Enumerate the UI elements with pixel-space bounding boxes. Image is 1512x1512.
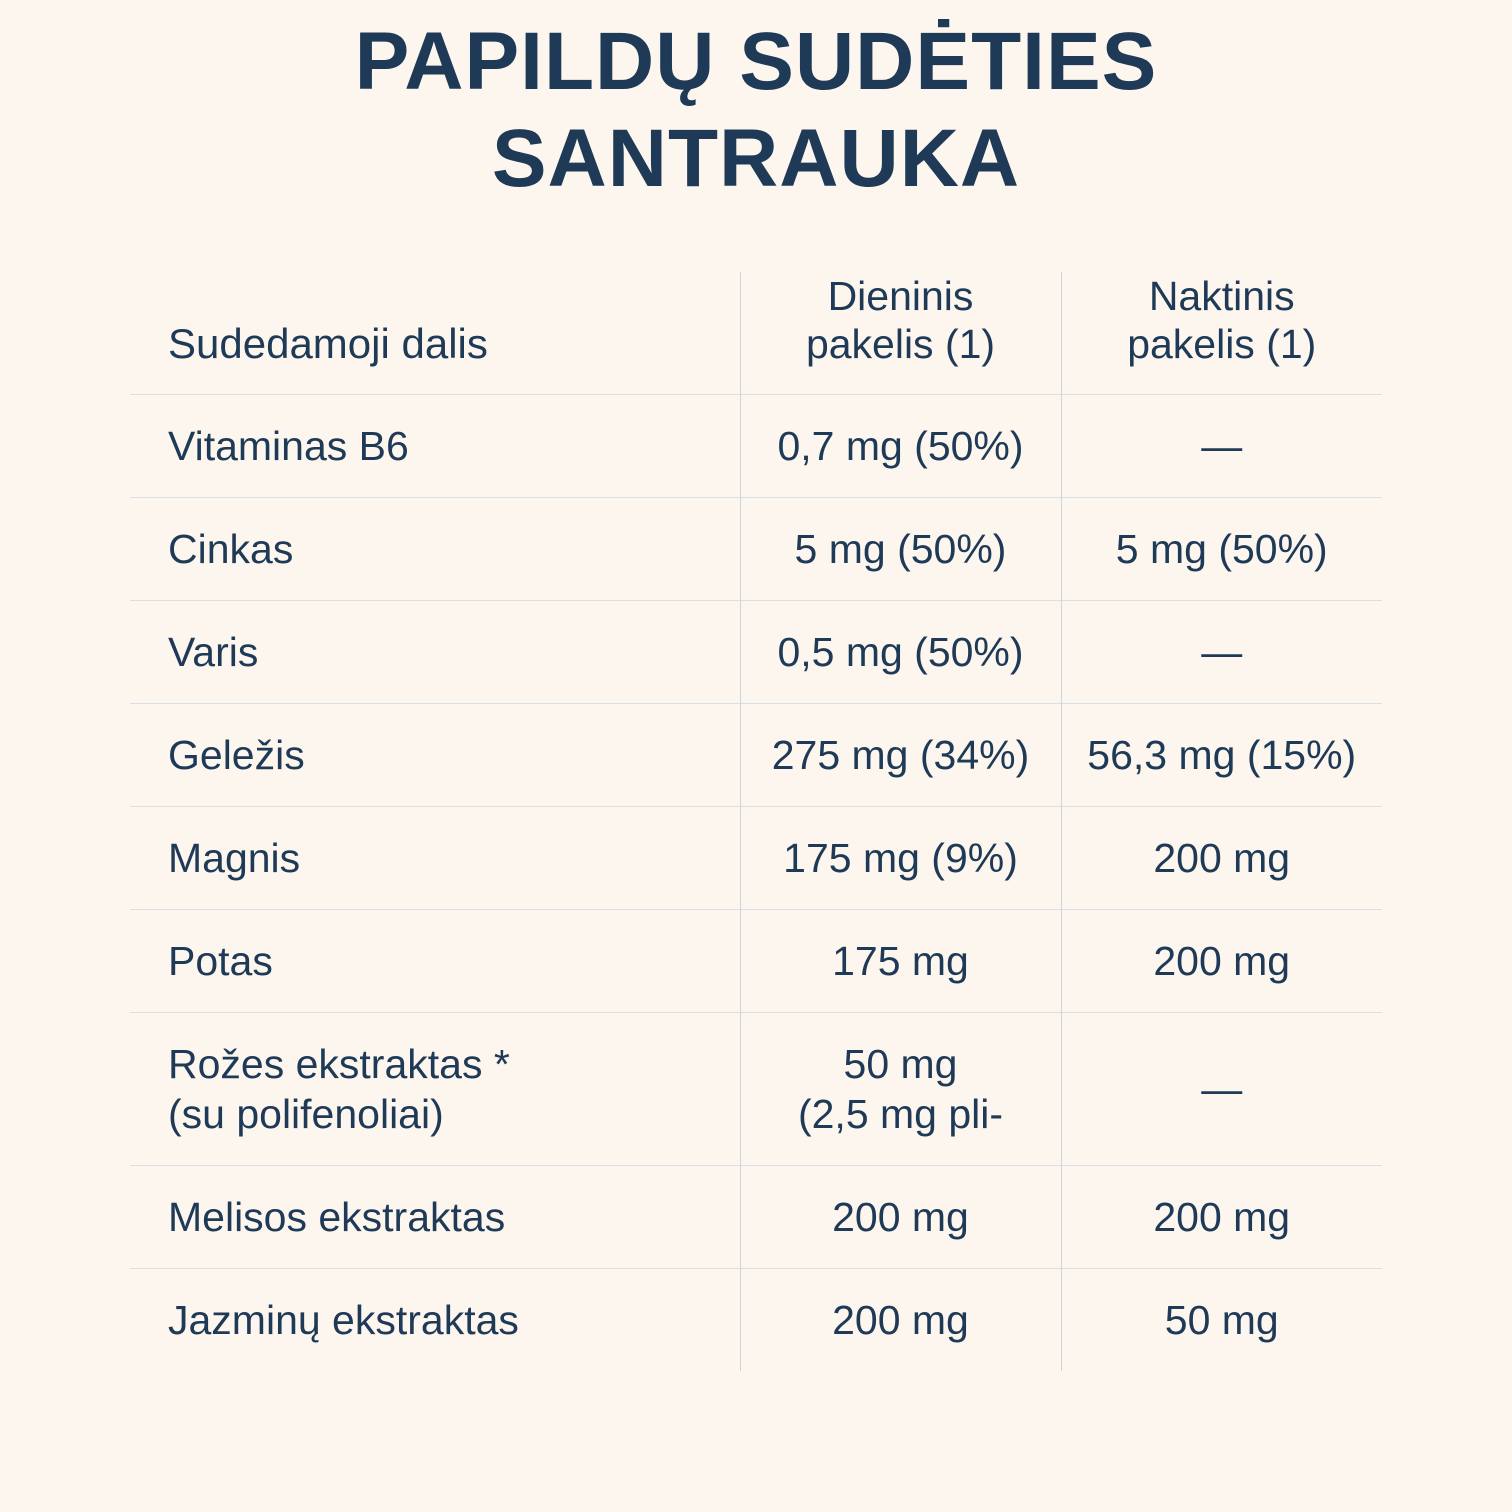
cell-ingredient: Magnis xyxy=(130,807,740,910)
composition-table-wrap xyxy=(130,272,1382,1372)
column-header-day-sachet xyxy=(740,272,1061,395)
cell-ingredient: Vitaminas B6 xyxy=(130,395,740,498)
cell-day-value: 0,7 mg (50%) xyxy=(740,395,1061,498)
table-row xyxy=(130,601,1382,704)
table-row xyxy=(130,807,1382,910)
table-row xyxy=(130,1269,1382,1372)
cell-day-value: 275 mg (34%) xyxy=(740,704,1061,807)
column-header-ingredient: Sudedamoji dalis xyxy=(168,319,488,367)
table-header xyxy=(130,272,1382,395)
column-header-night-line1: Naktinis xyxy=(1148,272,1295,319)
cell-night-value: 56,3 mg (15%) xyxy=(1061,704,1382,807)
cell-night-value: — xyxy=(1061,601,1382,704)
cell-night-value: 200 mg xyxy=(1061,910,1382,1013)
cell-day-value-line2: (2,5 mg pli- xyxy=(797,1091,1004,1138)
cell-ingredient-line1: Rožes ekstraktas * xyxy=(168,1041,510,1088)
table-row xyxy=(130,704,1382,807)
cell-night-value: — xyxy=(1061,395,1382,498)
column-header-night-line2: pakelis (1) xyxy=(1127,320,1317,367)
cell-ingredient: Geležis xyxy=(130,704,740,807)
cell-day-value xyxy=(740,1013,1061,1166)
cell-night-value: — xyxy=(1061,1013,1382,1166)
cell-day-value-line1: 50 mg xyxy=(843,1041,958,1088)
cell-ingredient: Jazminų ekstraktas xyxy=(130,1269,740,1372)
cell-night-value: 200 mg xyxy=(1061,1166,1382,1269)
column-header-night-sachet xyxy=(1061,272,1382,395)
cell-ingredient: Potas xyxy=(130,910,740,1013)
page-title: PAPILDŲ SUDĖTIES SANTRAUKA xyxy=(354,16,1158,204)
cell-ingredient: Melisos ekstraktas xyxy=(130,1166,740,1269)
cell-ingredient xyxy=(130,1013,740,1166)
cell-night-value: 5 mg (50%) xyxy=(1061,498,1382,601)
composition-table xyxy=(130,272,1382,1372)
cell-day-value: 175 mg xyxy=(740,910,1061,1013)
table-row xyxy=(130,395,1382,498)
table-row xyxy=(130,910,1382,1013)
cell-day-value: 200 mg xyxy=(740,1269,1061,1372)
table-row xyxy=(130,1013,1382,1166)
cell-day-value: 200 mg xyxy=(740,1166,1061,1269)
cell-night-value: 200 mg xyxy=(1061,807,1382,910)
cell-day-value: 0,5 mg (50%) xyxy=(740,601,1061,704)
cell-night-value: 50 mg xyxy=(1061,1269,1382,1372)
cell-ingredient: Varis xyxy=(130,601,740,704)
column-header-day-line1: Dieninis xyxy=(827,272,974,319)
table-body xyxy=(130,395,1382,1372)
table-row xyxy=(130,1166,1382,1269)
table-header-row xyxy=(130,272,1382,395)
cell-day-value: 5 mg (50%) xyxy=(740,498,1061,601)
table-row xyxy=(130,498,1382,601)
cell-day-value: 175 mg (9%) xyxy=(740,807,1061,910)
column-header-day-line2: pakelis (1) xyxy=(805,320,996,367)
cell-ingredient-line2: (su polifenoliai) xyxy=(168,1091,444,1138)
cell-ingredient: Cinkas xyxy=(130,498,740,601)
